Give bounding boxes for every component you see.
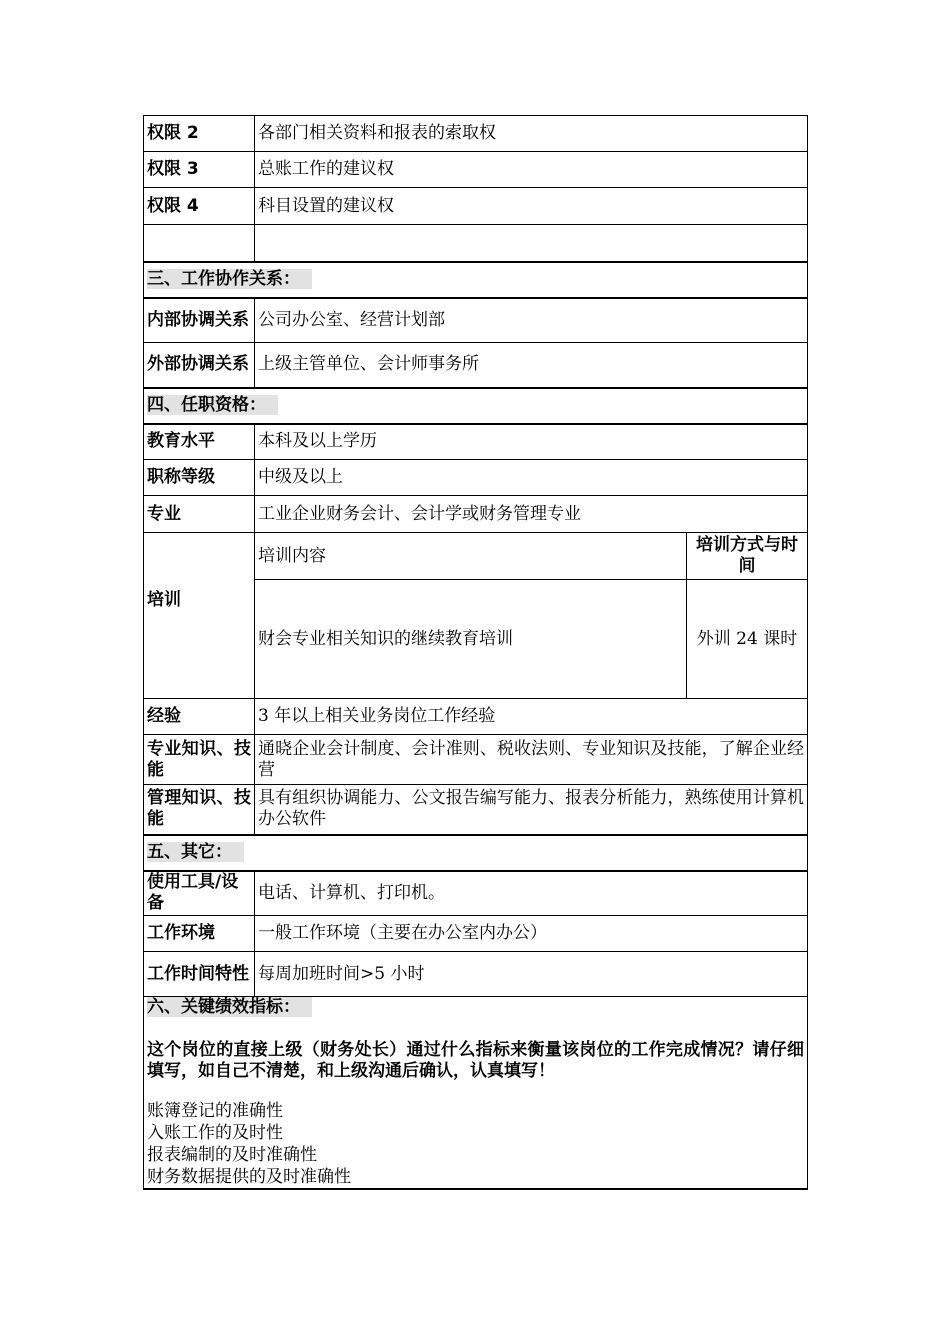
management-skill-value: 具有组织协调能力、公文报告编写能力、报表分析能力，熟练使用计算机办公软件 [255,785,808,835]
major-value: 工业企业财务会计、会计学或财务管理专业 [255,496,808,533]
section-qualification-title: 四、任职资格： [147,395,278,415]
education-label: 教育水平 [144,424,255,460]
section-header-row [144,262,808,298]
external-coordination-row [144,343,808,388]
major-row [144,496,808,533]
experience-value: 3 年以上相关业务岗位工作经验 [255,699,808,735]
authority-value: 科目设置的建议权 [255,188,808,225]
title-level-label: 职称等级 [144,460,255,496]
job-description-table [143,115,808,1190]
authority-label: 权限 4 [144,188,255,225]
professional-skill-row [144,735,808,785]
training-method-header: 培训方式与时间 [687,533,808,580]
work-environment-label: 工作环境 [144,916,255,952]
job-description-document [143,115,807,1190]
section-other-title: 五、其它： [147,842,244,862]
training-content: 财会专业相关知识的继续教育培训 [255,580,687,699]
section-cooperation-title: 三、工作协作关系： [147,269,312,289]
authority-row [144,152,808,188]
education-row [144,424,808,460]
training-header-row [144,533,808,580]
kpi-item: 报表编制的及时准确性 [147,1145,317,1165]
experience-label: 经验 [144,699,255,735]
education-value: 本科及以上学历 [255,424,808,460]
external-coordination-label: 外部协调关系 [144,343,255,388]
kpi-item: 入账工作的及时性 [147,1123,283,1143]
empty-cell [255,225,808,262]
management-skill-row [144,785,808,835]
title-level-row [144,460,808,496]
section-kpi-title: 六、关键绩效指标： [147,997,312,1017]
kpi-row [144,997,808,1190]
kpi-question: 这个岗位的直接上级（财务处长）通过什么指标来衡量该岗位的工作完成情况？请仔细填写，如自己不清楚，和上级沟通后确认，认真填写！ [147,1040,804,1081]
empty-cell [144,225,255,262]
professional-skill-label: 专业知识、技能 [144,735,255,785]
internal-coordination-value: 公司办公室、经营计划部 [255,298,808,343]
empty-row [144,225,808,262]
authority-value: 总账工作的建议权 [255,152,808,188]
authority-row [144,116,808,152]
training-method: 外训 24 课时 [687,580,808,699]
major-label: 专业 [144,496,255,533]
section-header [144,388,808,424]
tools-value: 电话、计算机、打印机。 [255,871,808,916]
section-header [144,835,808,871]
section-header [144,262,808,298]
external-coordination-value: 上级主管单位、会计师事务所 [255,343,808,388]
authority-row [144,188,808,225]
work-time-value: 每周加班时间>5 小时 [255,952,808,997]
training-content-header: 培训内容 [255,533,687,580]
management-skill-label: 管理知识、技能 [144,785,255,835]
authority-label: 权限 2 [144,116,255,152]
experience-row [144,699,808,735]
professional-skill-value: 通晓企业会计制度、会计准则、税收法则、专业知识及技能，了解企业经营 [255,735,808,785]
work-time-label: 工作时间特性 [144,952,255,997]
kpi-section [144,997,808,1190]
tools-label: 使用工具/设备 [144,871,255,916]
section-header-row [144,388,808,424]
internal-coordination-label: 内部协调关系 [144,298,255,343]
title-level-value: 中级及以上 [255,460,808,496]
kpi-item: 账簿登记的准确性 [147,1101,283,1121]
tools-row [144,871,808,916]
internal-coordination-row [144,298,808,343]
authority-value: 各部门相关资料和报表的索取权 [255,116,808,152]
authority-label: 权限 3 [144,152,255,188]
training-label: 培训 [144,533,255,699]
work-time-row [144,952,808,997]
work-environment-row [144,916,808,952]
work-environment-value: 一般工作环境（主要在办公室内办公） [255,916,808,952]
kpi-item: 财务数据提供的及时准确性 [147,1167,351,1187]
section-header-row [144,835,808,871]
